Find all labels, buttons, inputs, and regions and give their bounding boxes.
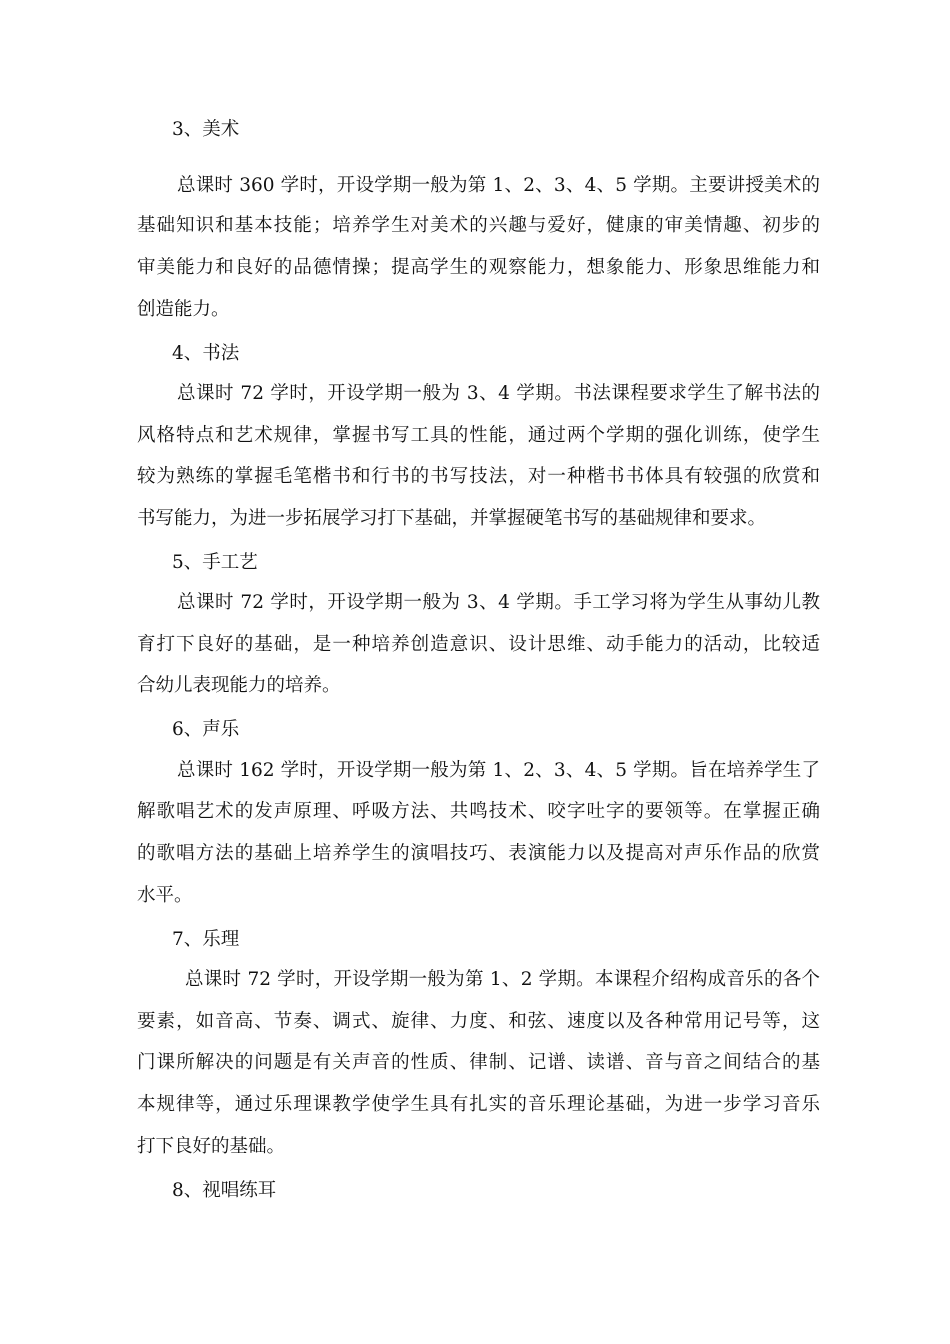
paragraph-line: 合幼儿表现能力的培养。 [137, 675, 341, 696]
paragraph-line: 的歌唱方法的基础上培养学生的演唱技巧、表演能力以及提高对声乐作品的欣赏 [137, 843, 820, 864]
paragraph-line: 较为熟练的掌握毛笔楷书和行书的书写技法，对一种楷书书体具有较强的欣赏和 [137, 466, 820, 487]
paragraph-line: 要素，如音高、节奏、调式、旋律、力度、和弦、速度以及各种常用记号等，这 [137, 1011, 820, 1032]
paragraph-line: 总课时 360 学时，开设学期一般为第 1、2、3、4、5 学期。主要讲授美术的 [177, 175, 820, 196]
paragraph-line: 水平。 [137, 885, 193, 906]
paragraph-line: 总课时 72 学时，开设学期一般为 3、4 学期。书法课程要求学生了解书法的 [177, 383, 820, 404]
paragraph-line: 解歌唱艺术的发声原理、呼吸方法、共鸣技术、咬字吐字的要领等。在掌握正确 [137, 801, 820, 822]
paragraph-line: 书写能力，为进一步拓展学习打下基础，并掌握硬笔书写的基础规律和要求。 [137, 508, 767, 529]
section-heading-calligraphy: 4、书法 [172, 343, 240, 364]
section-heading-vocal: 6、声乐 [172, 719, 240, 740]
paragraph-line: 总课时 72 学时，开设学期一般为 3、4 学期。手工学习将为学生从事幼儿教 [177, 592, 820, 613]
paragraph-line: 审美能力和良好的品德情操；提高学生的观察能力，想象能力、形象思维能力和 [137, 257, 820, 278]
paragraph-line: 风格特点和艺术规律，掌握书写工具的性能，通过两个学期的强化训练，使学生 [137, 425, 820, 446]
paragraph-line: 总课时 162 学时，开设学期一般为第 1、2、3、4、5 学期。旨在培养学生了 [177, 760, 820, 781]
paragraph-line: 育打下良好的基础，是一种培养创造意识、设计思维、动手能力的活动，比较适 [137, 634, 820, 655]
paragraph-line: 门课所解决的问题是有关声音的性质、律制、记谱、读谱、音与音之间结合的基 [137, 1052, 820, 1073]
paragraph-line: 创造能力。 [137, 299, 230, 320]
paragraph-line: 打下良好的基础。 [137, 1136, 286, 1157]
paragraph-line: 总课时 72 学时，开设学期一般为第 1、2 学期。本课程介绍构成音乐的各个 [185, 969, 820, 990]
section-heading-handicraft: 5、手工艺 [172, 552, 258, 573]
section-heading-music-theory: 7、乐理 [172, 929, 240, 950]
section-heading-sight-singing: 8、视唱练耳 [172, 1180, 277, 1201]
section-heading-art: 3、美术 [172, 119, 240, 140]
paragraph-line: 本规律等，通过乐理课教学使学生具有扎实的音乐理论基础，为进一步学习音乐 [137, 1094, 820, 1115]
paragraph-line: 基础知识和基本技能；培养学生对美术的兴趣与爱好，健康的审美情趣、初步的 [137, 215, 820, 236]
